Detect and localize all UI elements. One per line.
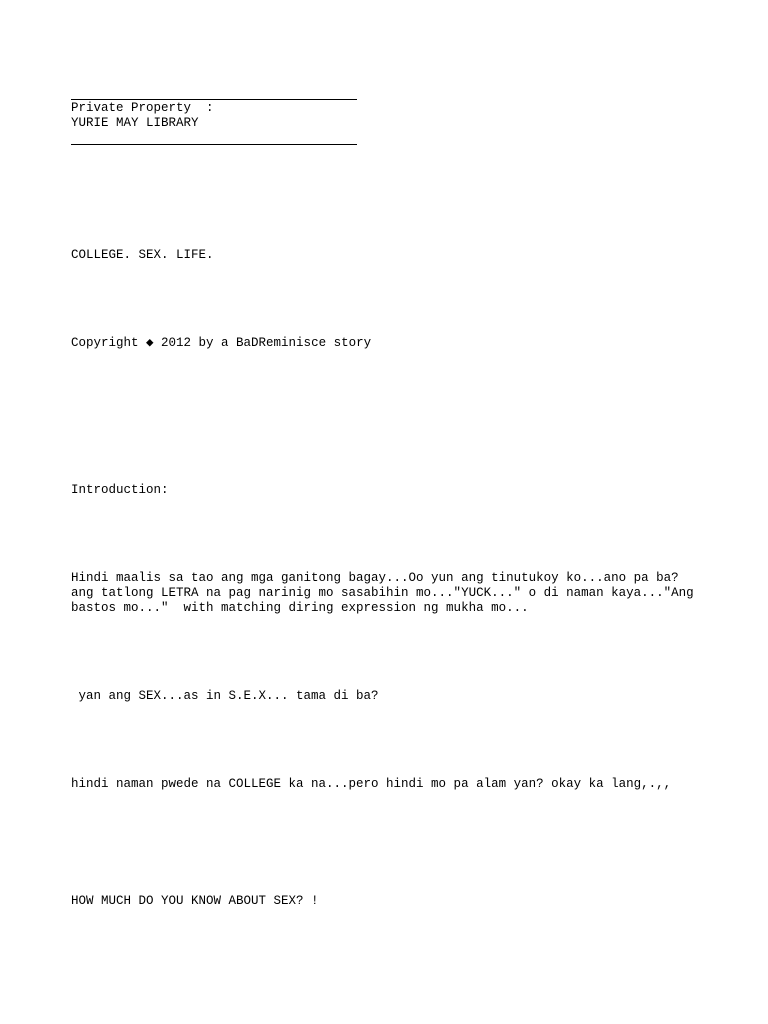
header-line-2: YURIE MAY LIBRARY xyxy=(71,116,199,130)
header-line-1: Private Property : xyxy=(71,101,214,115)
header-bottom-rule xyxy=(71,144,357,145)
paragraph-1-line-2: ang tatlong LETRA na pag narinig mo sasabihin mo..."YUCK..." o di naman kaya..."Ang xyxy=(71,586,694,600)
paragraph-1-line-1: Hindi maalis sa tao ang mga ganitong bagay...Oo yun ang tinutukoy ko...ano pa ba? xyxy=(71,571,679,585)
paragraph-4: HOW MUCH DO YOU KNOW ABOUT SEX? ! xyxy=(71,894,319,908)
introduction-heading: Introduction: xyxy=(71,483,169,497)
header-top-rule xyxy=(71,99,357,100)
copyright-line: Copyright ◆ 2012 by a BaDReminisce story xyxy=(71,336,372,350)
paragraph-2: yan ang SEX...as in S.E.X... tama di ba? xyxy=(71,689,379,703)
paragraph-3: hindi naman pwede na COLLEGE ka na...pero hindi mo pa alam yan? okay ka lang,.,, xyxy=(71,777,672,791)
paragraph-1-line-3: bastos mo..." with matching diring expression ng mukha mo... xyxy=(71,601,529,615)
document-title: COLLEGE. SEX. LIFE. xyxy=(71,248,214,262)
